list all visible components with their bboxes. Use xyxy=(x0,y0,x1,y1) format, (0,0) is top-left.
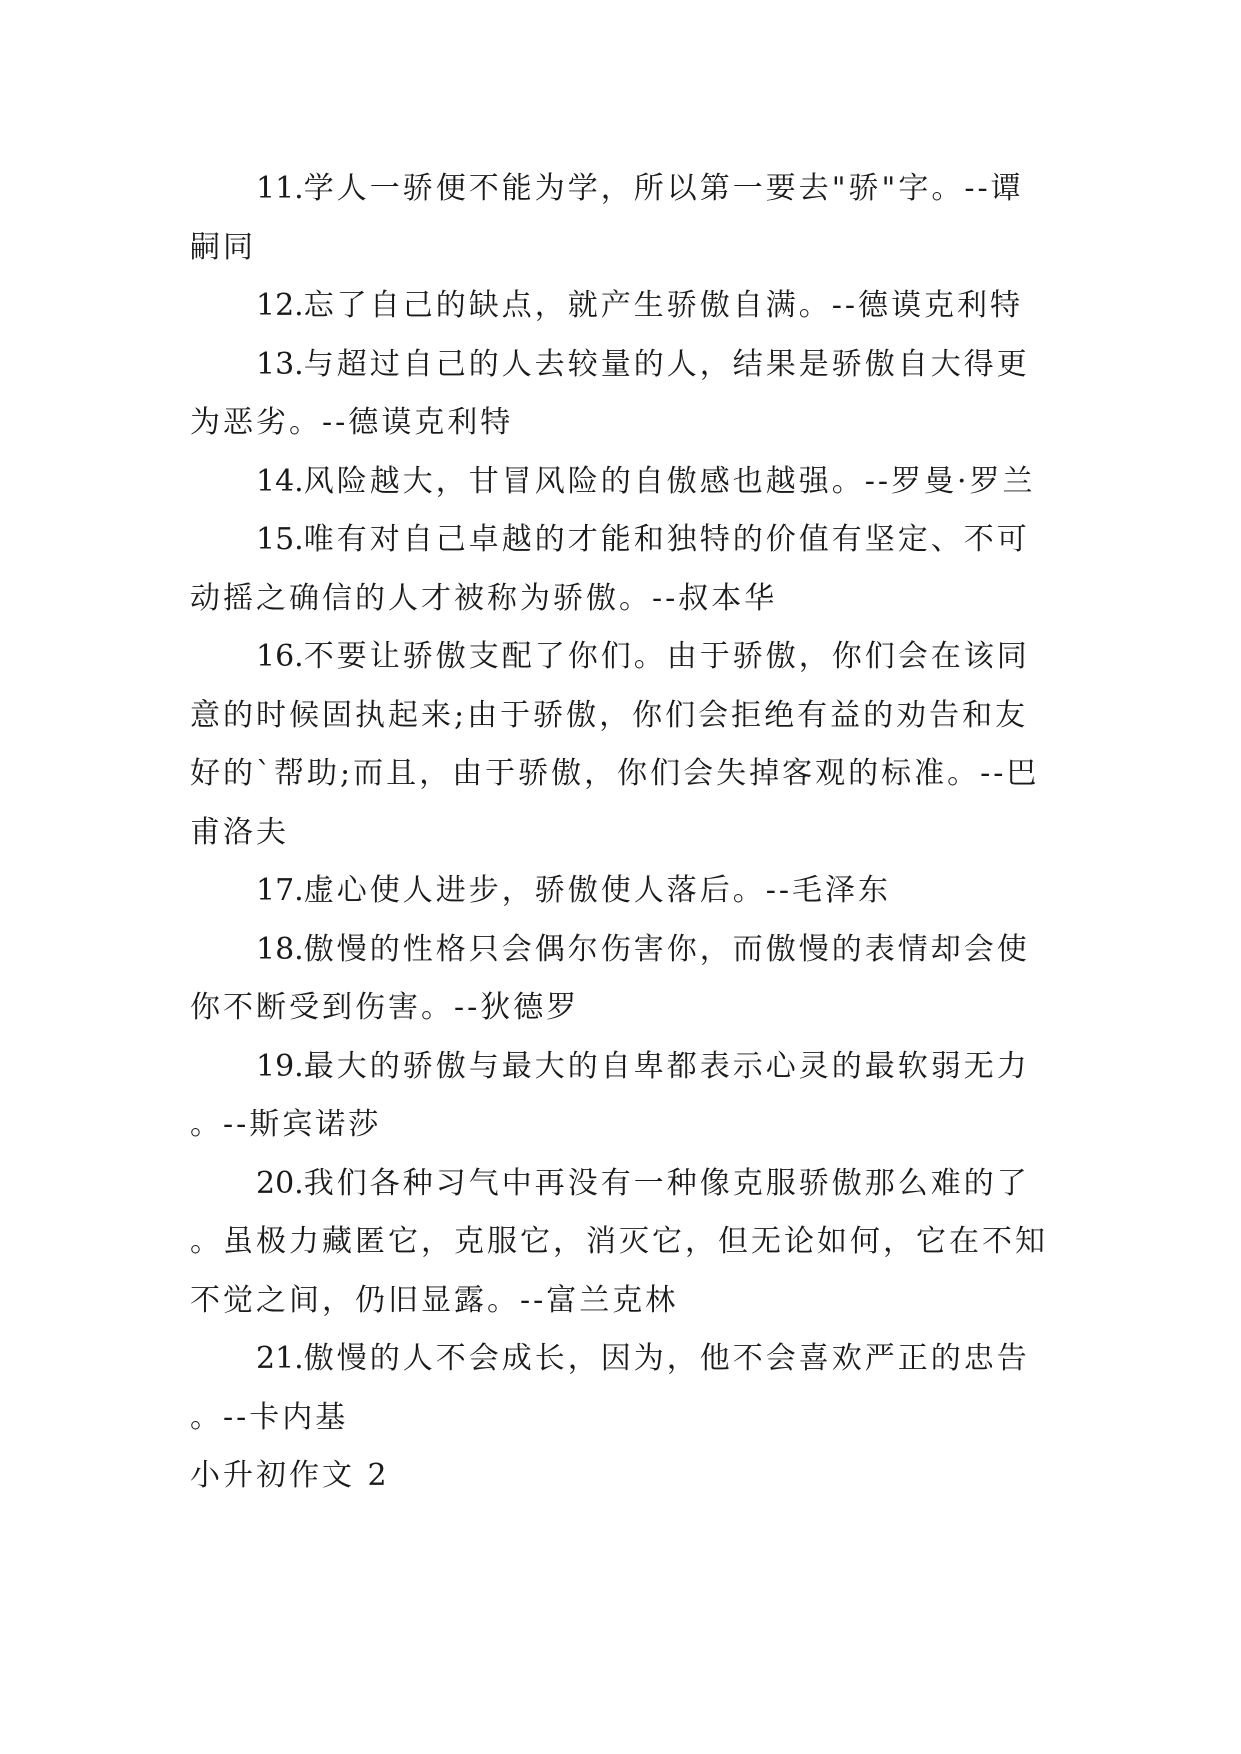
quote-text: 忘了自己的缺点，就产生骄傲自满。--德谟克利特 xyxy=(303,288,1023,323)
quote-paragraph xyxy=(190,1038,1050,1155)
quote-paragraph xyxy=(190,921,1050,1038)
quote-paragraph xyxy=(190,277,1050,336)
quote-number: 13. xyxy=(256,346,304,382)
quote-text: 傲慢的人不会成长，因为，他不会喜欢严正的忠告。--卡内基 xyxy=(190,1341,1030,1435)
quote-text: 我们各种习气中再没有一种像克服骄傲那么难的了。虽极力藏匿它，克服它，消灭它，但无论如何，它在不知不觉之间，仍旧显露。--富兰克林 xyxy=(190,1165,1048,1318)
quote-text: 最大的骄傲与最大的自卑都表示心灵的最软弱无力。--斯宾诺莎 xyxy=(190,1048,1030,1142)
document-body xyxy=(190,160,1050,1506)
quote-text: 傲慢的性格只会偶尔伤害你，而傲慢的表情却会使你不断受到伤害。--狄德罗 xyxy=(190,931,1030,1025)
quote-number: 11. xyxy=(256,171,304,206)
quote-number: 15. xyxy=(256,522,304,557)
quote-number: 16. xyxy=(256,639,304,674)
quote-paragraph xyxy=(190,1330,1050,1447)
quote-paragraph xyxy=(190,453,1050,512)
quote-text: 与超过自己的人去较量的人，结果是骄傲自大得更为恶劣。--德谟克利特 xyxy=(190,346,1030,440)
quote-text: 虚心使人进步，骄傲使人落后。--毛泽东 xyxy=(303,873,891,908)
quote-text: 唯有对自己卓越的才能和独特的价值有坚定、不可动摇之确信的人才被称为骄傲。--叔本华 xyxy=(190,522,1030,616)
quote-paragraph xyxy=(190,511,1050,628)
section-heading: 小升初作文 2 xyxy=(190,1458,390,1493)
quote-text: 学人一骄便不能为学，所以第一要去"骄"字。--谭嗣同 xyxy=(190,171,1024,265)
quote-number: 17. xyxy=(256,873,304,908)
quote-number: 19. xyxy=(256,1048,304,1084)
quote-paragraph xyxy=(190,862,1050,921)
quote-paragraph xyxy=(190,336,1050,453)
quote-number: 18. xyxy=(256,931,304,967)
quote-paragraph xyxy=(190,1155,1050,1331)
quote-text: 风险越大，甘冒风险的自傲感也越强。--罗曼·罗兰 xyxy=(303,463,1036,499)
quote-number: 21. xyxy=(256,1341,304,1376)
quote-paragraph xyxy=(190,628,1050,862)
quote-number: 20. xyxy=(256,1165,304,1201)
quote-number: 14. xyxy=(256,463,304,499)
quote-number: 12. xyxy=(256,288,304,323)
quote-paragraph xyxy=(190,160,1050,277)
quote-text: 不要让骄傲支配了你们。由于骄傲，你们会在该同意的时候固执起来;由于骄傲，你们会拒绝有益的劝告和友好的`帮助;而且，由于骄傲，你们会失掉客观的标准。--巴甫洛夫 xyxy=(190,639,1040,850)
